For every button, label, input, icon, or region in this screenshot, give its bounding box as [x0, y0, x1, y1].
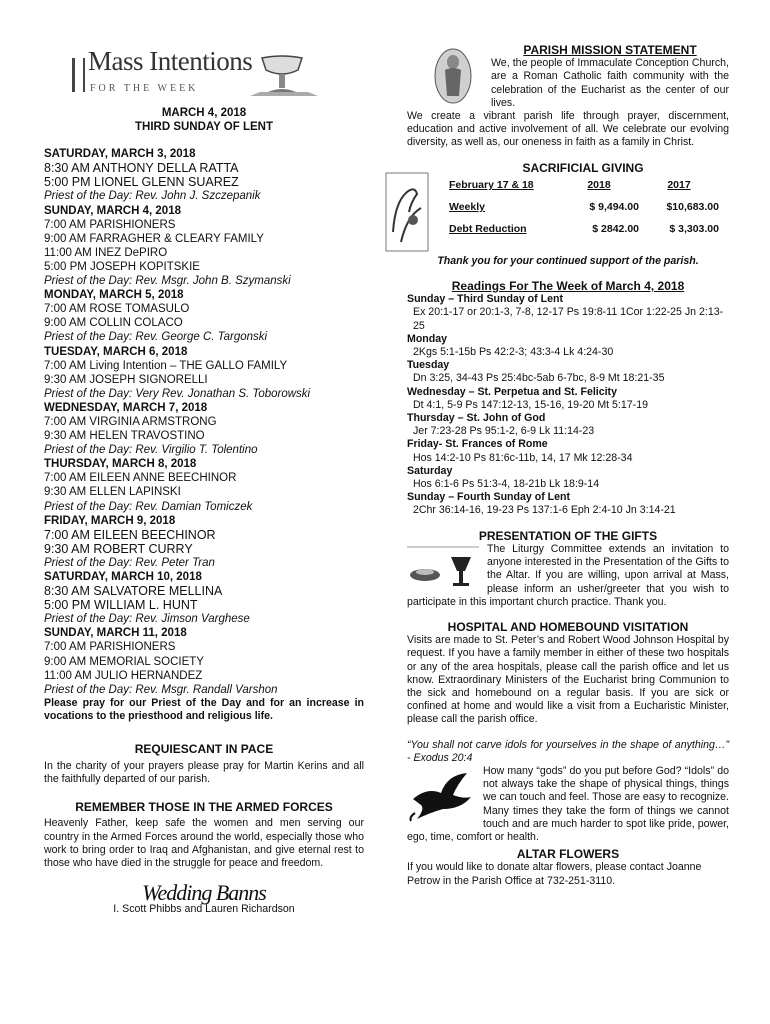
giving-header-2017: 2017 [667, 179, 691, 192]
giving-value-2018: $ 9,494.00 [589, 201, 639, 214]
gifts-section [407, 530, 729, 609]
day-heading: MONDAY, MARCH 5, 2018 [44, 289, 184, 302]
giving-header-period: February 17 & 18 [449, 179, 534, 192]
mass-intention: 9:30 AM JOSEPH SIGNORELLI [44, 373, 208, 386]
giving-label: Weekly [449, 201, 485, 214]
giving-value-2017: $10,683.00 [666, 201, 719, 214]
mass-intention: 9:30 AM ELLEN LAPINSKI [44, 486, 181, 499]
flowers-text: If you would like to donate altar flowers, please contact Joanne Petrow in the Parish Office at 732-251-3110. [407, 861, 702, 887]
priest-of-the-day: Priest of the Day: Very Rev. Jonathan S. Toborowski [44, 387, 311, 400]
giving-header-row [449, 175, 719, 197]
reading-refs: 2Kgs 5:1-15b Ps 42:2-3; 43:3-4 Lk 4:24-30 [413, 346, 614, 359]
priest-of-the-day: Priest of the Day: Rev. Jimson Varghese [44, 613, 250, 626]
priest-of-the-day: Priest of the Day: Rev. John J. Szczepanik [44, 190, 261, 203]
mass-intention: 7:00 AM EILEEN BEECHINOR [44, 527, 216, 542]
reading-refs: Dn 3:25, 34-43 Ps 25:4bc-5ab 6-7bc, 8-9 Mt 18:21-35 [413, 372, 665, 385]
mission-paragraph-2: We create a vibrant parish life through prayer, discernment, education and active involvement of all. We celebrate our evolving diversity, as well as, our oneness in faith as a family in Christ. [407, 110, 729, 149]
mass-schedule [44, 147, 364, 697]
logo-title: Mass Intentions [88, 46, 253, 76]
header-date: MARCH 4, 2018 [161, 107, 247, 119]
wedding-banns-entry: I. Scott Phibbs and Lauren Richardson [113, 902, 295, 915]
giving-label: Debt Reduction [449, 223, 527, 236]
priest-of-the-day: Priest of the Day: Rev. Msgr. Randall Varshon [44, 683, 278, 696]
reading-refs: Hos 6:1-6 Ps 51:3-4, 18-21b Lk 18:9-14 [413, 478, 600, 491]
requiescant-text: In the charity of your prayers please pray for Martin Kerins and all the faithfully departed of our parish. [44, 759, 364, 785]
mass-intention: 7:00 AM EILEEN ANNE BEECHINOR [44, 472, 237, 485]
reading-day: Sunday – Fourth Sunday of Lent [407, 491, 571, 504]
logo-subtitle: FOR THE WEEK [90, 83, 199, 94]
mission-title: PARISH MISSION STATEMENT [523, 43, 697, 57]
mission-paragraph-1: We, the people of Immaculate Conception Church, are a Roman Catholic faith community with the celebration of the Eucharist as the center of our lives. [491, 57, 729, 109]
prayer-note: Please pray for our Priest of the Day and for an increase in vocations to the priesthood and religious life. [44, 696, 364, 723]
reading-refs: 2Chr 36:14-16, 19-23 Ps 137:1-6 Eph 2:4-10 Jn 3:14-21 [413, 504, 676, 517]
mass-intention: 9:00 AM FARRAGHER & CLEARY FAMILY [44, 232, 264, 245]
readings-section [407, 280, 729, 518]
priest-of-the-day: Priest of the Day: Rev. Msgr. John B. Szymanski [44, 275, 291, 288]
reading-refs: Ex 20:1-17 or 20:1-3, 7-8, 12-17 Ps 19:8-11 1Cor 1:22-25 Jn 2:13-25 [413, 306, 724, 332]
giving-value-2017: $ 3,303.00 [669, 223, 719, 236]
hospital-section [407, 621, 729, 727]
header-title: THIRD SUNDAY OF LENT [134, 121, 273, 134]
reading-refs: Hos 14:2-10 Ps 81:6c-11b, 14, 17 Mk 12:28-34 [413, 451, 633, 464]
requiescant-title: REQUIESCANT IN PACE [134, 742, 274, 757]
giving-thanks: Thank you for your continued support of the parish. [437, 254, 699, 267]
mass-intention: 8:30 AM SALVATORE MELLINA [44, 584, 223, 599]
giving-table [449, 175, 719, 241]
giving-row-debt [449, 219, 719, 241]
reading-refs: Jer 7:23-28 Ps 95:1-2, 6-9 Lk 11:14-23 [413, 425, 595, 438]
idols-text: How many “gods” do you put before God? “Idols” do not always take the shape of physical things, things we can touch and feel. Those are easy to recognize. Many times they take the form of things we cannot touch and are much harder to spot like pride, power, ego, time, comfort or health. [407, 764, 729, 843]
mass-intention: 7:00 AM VIRGINIA ARMSTRONG [44, 415, 217, 428]
mass-intention: 9:30 AM ROBERT CURRY [44, 541, 193, 556]
mass-intention: 11:00 AM INEZ DePIRO [44, 246, 168, 259]
mass-intention: 9:00 AM COLLIN COLACO [44, 317, 183, 330]
day-heading: SUNDAY, MARCH 4, 2018 [44, 204, 181, 217]
giving-title: SACRIFICIAL GIVING [522, 160, 644, 175]
reading-day: Wednesday – St. Perpetua and St. Felicity [407, 385, 617, 398]
day-heading: SUNDAY, MARCH 11, 2018 [44, 627, 187, 640]
mass-intention: 9:30 AM HELEN TRAVOSTINO [44, 430, 205, 443]
priest-of-the-day: Priest of the Day: Rev. Damian Tomiczek [44, 500, 253, 513]
mass-intention: 5:00 PM WILLIAM L. HUNT [44, 598, 198, 613]
gifts-title: PRESENTATION OF THE GIFTS [478, 528, 658, 543]
offering-gifts-icon [407, 545, 481, 591]
dove-icon [407, 769, 477, 823]
day-heading: SATURDAY, MARCH 3, 2018 [44, 148, 196, 161]
armed-forces-text: Heavenly Father, keep safe the women and men serving our country in the Armed Forces around the world, especially those who work to bring order to Iraq and Afghanistan, and give eternal rest to those who have died in the struggle for peace and freedom. [44, 817, 364, 870]
virgin-mary-icon [423, 44, 483, 104]
reading-day: Tuesday [407, 359, 450, 372]
giving-value-2018: $ 2842.00 [592, 223, 639, 236]
hospital-title: HOSPITAL AND HOMEBOUND VISITATION [447, 619, 689, 634]
readings-title: Readings For The Week of March 4, 2018 [451, 279, 685, 294]
reading-day: Thursday – St. John of God [407, 412, 546, 425]
chalice-icon [248, 52, 320, 100]
day-heading: FRIDAY, MARCH 9, 2018 [44, 514, 176, 527]
day-heading: TUESDAY, MARCH 6, 2018 [44, 345, 188, 358]
logo-bars [72, 58, 85, 92]
day-heading: WEDNESDAY, MARCH 7, 2018 [44, 401, 208, 414]
reading-day: Monday [407, 332, 448, 345]
wedding-banns-title: Wedding Banns [142, 880, 266, 906]
priest-of-the-day: Priest of the Day: Rev. George C. Targonski [44, 331, 268, 344]
giving-hands-icon [385, 172, 429, 252]
flowers-title: ALTAR FLOWERS [516, 847, 620, 862]
giving-row-weekly [449, 197, 719, 219]
reading-day: Friday- St. Frances of Rome [407, 438, 548, 451]
day-heading: SATURDAY, MARCH 10, 2018 [44, 571, 202, 583]
flowers-section [407, 848, 729, 888]
mass-intention: 9:00 AM MEMORIAL SOCIETY [44, 655, 204, 668]
idols-quote: “You shall not carve idols for yourselves in the shape of anything…” - Exodus 20:4 [407, 738, 729, 764]
mass-intention: 8:30 AM ANTHONY DELLA RATTA [44, 161, 239, 176]
gifts-text: The Liturgy Committee extends an invitation to anyone interested in the Presentation of the Gifts to the Altar. If you are willing, upon arrival at Mass, please inform an usher/greeter that you wish to participate in this important church practice. Thank you. [407, 542, 729, 608]
mass-intention: 7:00 AM Living Intention – THE GALLO FAMILY [44, 359, 288, 372]
mission-section [407, 44, 729, 150]
mass-intention: 5:00 PM JOSEPH KOPITSKIE [44, 260, 200, 273]
mass-intention: 5:00 PM LIONEL GLENN SUAREZ [44, 175, 239, 190]
right-column [407, 44, 729, 888]
reading-day: Sunday – Third Sunday of Lent [407, 293, 563, 306]
day-heading: THURSDAY, MARCH 8, 2018 [44, 458, 197, 471]
idols-section [407, 739, 729, 845]
reading-day: Saturday [407, 464, 453, 477]
priest-of-the-day: Priest of the Day: Rev. Peter Tran [44, 556, 215, 569]
armed-forces-title: REMEMBER THOSE IN THE ARMED FORCES [75, 800, 333, 815]
reading-refs: Dt 4:1, 5-9 Ps 147:12-13, 15-16, 19-20 Mt 5:17-19 [413, 398, 648, 411]
mass-intentions-logo [72, 48, 322, 100]
mass-intention: 7:00 AM ROSE TOMASULO [44, 303, 190, 316]
priest-of-the-day: Priest of the Day: Rev. Virgilio T. Tolentino [44, 444, 258, 457]
readings-list [407, 293, 729, 517]
mass-intention: 11:00 AM JULIO HERNANDEZ [44, 669, 203, 682]
giving-header-2018: 2018 [587, 179, 611, 192]
left-column [44, 48, 364, 916]
hospital-text: Visits are made to St. Peter’s and Robert Wood Johnson Hospital by request. If you have a family member in either of these two hospitals or any of the area hospitals, please call the parish office and let us know. Extraordinary Ministers of the Eucharist bring Communion to the sick and homebound on a regular basis. If you are sick or confined at home and would like a visit from a Eucharistic Minister, please call the parish office. [407, 634, 729, 726]
giving-section [407, 162, 729, 268]
mass-intention: 7:00 AM PARISHIONERS [44, 641, 176, 654]
mass-intention: 7:00 AM PARISHIONERS [44, 218, 176, 231]
